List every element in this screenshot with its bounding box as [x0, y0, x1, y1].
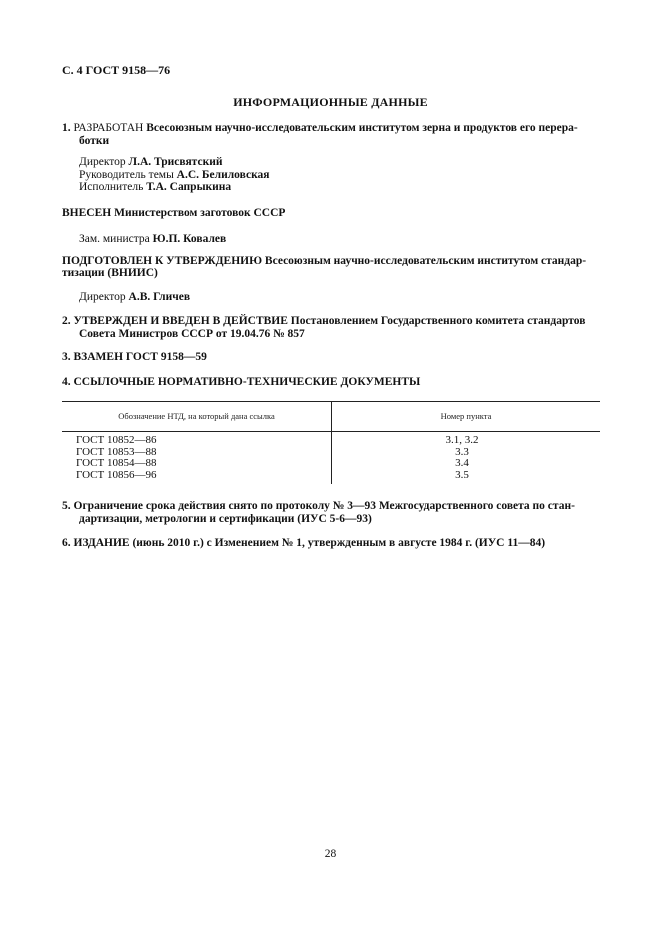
person-role: Зам. министра	[79, 233, 150, 245]
person-line	[79, 180, 231, 194]
item-2-text: Постановлением Государственного комитета стандартов	[290, 315, 586, 327]
introduced-lead: ВНЕСЕН	[62, 207, 112, 219]
item-4-number: 4.	[62, 376, 71, 388]
person-name: Т.А. Сапрыкина	[146, 181, 232, 193]
person-name: Ю.П. Ковалев	[152, 233, 227, 245]
table-doc-column	[76, 435, 156, 481]
item-5-line-2: дартизации, метрологии и сертификации (ИУС 5-6—93)	[79, 513, 372, 525]
prepared-lead: ПОДГОТОВЛЕН К УТВЕРЖДЕНИЮ	[62, 255, 263, 267]
item-4	[62, 375, 420, 389]
page-number: 28	[324, 848, 337, 860]
table-cell-doc: ГОСТ 10853—88	[76, 445, 157, 458]
item-5-line-1	[62, 499, 575, 513]
table-cell-clause: 3.4	[455, 457, 469, 469]
person-role: Исполнитель	[79, 181, 144, 193]
person-line	[79, 232, 226, 246]
item-3-text: ВЗАМЕН ГОСТ 9158—59	[73, 351, 207, 363]
table-header-clause: Номер пункта	[440, 411, 492, 421]
person-name: А.С. Белиловская	[176, 169, 270, 181]
item-5-text: Ограничение срока действия снято по протоколу № 3—93 Межгосударственного совета по стан-	[73, 500, 575, 512]
item-1-text: Всесоюзным научно-исследовательским институтом зерна и продуктов его перера-	[146, 122, 578, 134]
person-name: Л.А. Трисвятский	[128, 156, 223, 168]
introduced-line	[62, 206, 285, 220]
person-line	[79, 155, 222, 169]
introduced-text: Министерством заготовок СССР	[114, 207, 286, 219]
item-2-line-1	[62, 314, 585, 328]
table-clause-column	[362, 435, 562, 481]
item-3-number: 3.	[62, 351, 71, 363]
table-cell-doc: ГОСТ 10854—88	[76, 457, 157, 469]
item-6	[62, 536, 545, 550]
prepared-line-2: тизации (ВНИИС)	[62, 267, 158, 279]
table-cell-clause: 3.5	[455, 468, 469, 481]
reference-table	[62, 401, 600, 484]
section-title: ИНФОРМАЦИОННЫЕ ДАННЫЕ	[233, 95, 428, 109]
item-6-number: 6.	[62, 537, 71, 549]
item-2-number: 2.	[62, 315, 71, 327]
item-2-line-2: Совета Министров СССР от 19.04.76 № 857	[79, 328, 305, 340]
table-cell-doc: ГОСТ 10852—86	[76, 434, 157, 446]
person-role: Директор	[79, 156, 126, 168]
table-cell-doc: ГОСТ 10856—96	[76, 468, 157, 481]
page-header: С. 4 ГОСТ 9158—76	[62, 63, 171, 77]
item-2-lead: УТВЕРЖДЕН И ВВЕДЕН В ДЕЙСТВИЕ	[73, 315, 288, 327]
item-3	[62, 350, 207, 364]
item-1-number: 1.	[62, 122, 71, 134]
prepared-text: Всесоюзным научно-исследовательским институтом стандар-	[264, 255, 587, 267]
person-role: Руководитель темы	[79, 169, 174, 181]
table-cell-clause: 3.1, 3.2	[445, 434, 479, 446]
item-1-lead: РАЗРАБОТАН	[73, 122, 144, 134]
item-1-line-2: ботки	[79, 135, 110, 147]
table-header-doc: Обозначение НТД, на который дана ссылка	[118, 411, 275, 421]
item-6-text: ИЗДАНИЕ (июнь 2010 г.) с Изменением № 1, утвержденным в августе 1984 г. (ИУС 11—84)	[73, 537, 546, 549]
person-name: А.В. Гличев	[128, 291, 191, 303]
person-role: Директор	[79, 291, 126, 303]
item-4-text: ССЫЛОЧНЫЕ НОРМАТИВНО-ТЕХНИЧЕСКИЕ ДОКУМЕНТЫ	[73, 376, 421, 388]
table-cell-clause: 3.3	[455, 445, 469, 458]
person-line	[79, 290, 190, 304]
item-5-number: 5.	[62, 500, 71, 512]
item-1-line-1	[62, 121, 578, 135]
